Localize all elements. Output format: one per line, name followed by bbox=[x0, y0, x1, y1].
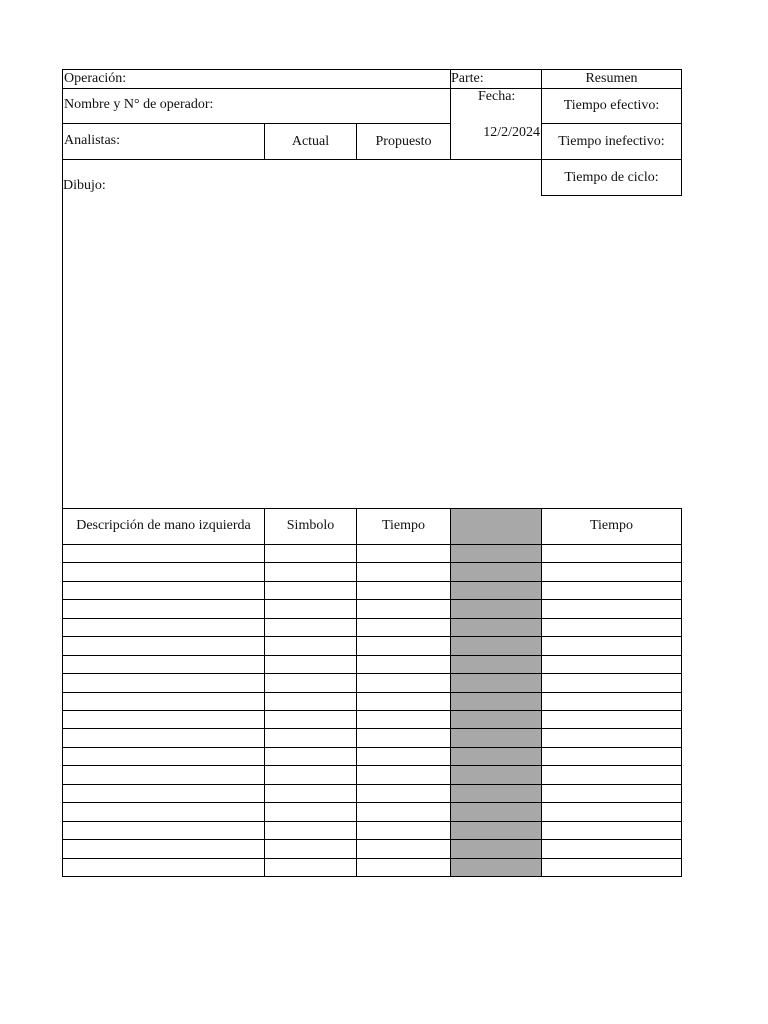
dibujo-area[interactable] bbox=[63, 160, 541, 508]
nombre-operador-label: Nombre y N° de operador: bbox=[64, 97, 214, 112]
operacion-label: Operación: bbox=[64, 71, 127, 86]
tiempo-efectivo-cell bbox=[541, 88, 682, 124]
operacion-cell[interactable] bbox=[62, 69, 451, 89]
col-header-descripcion bbox=[63, 509, 264, 544]
table-row[interactable] bbox=[62, 618, 682, 636]
tiempo-ciclo-label: Tiempo de ciclo: bbox=[564, 170, 659, 185]
table-row[interactable] bbox=[62, 581, 682, 599]
table-row[interactable] bbox=[62, 562, 682, 581]
col-header-tiempo-right bbox=[542, 509, 681, 544]
nombre-operador-cell[interactable] bbox=[62, 88, 451, 124]
table-row[interactable] bbox=[62, 821, 682, 839]
propuesto-cell[interactable] bbox=[356, 123, 451, 160]
table-row[interactable] bbox=[62, 544, 682, 562]
table-row[interactable] bbox=[62, 655, 682, 673]
table-row[interactable] bbox=[62, 692, 682, 710]
fecha-value: 12/2/2024 bbox=[483, 125, 540, 140]
table-top-line bbox=[62, 508, 682, 509]
table-row[interactable] bbox=[62, 599, 682, 618]
parte-label: Parte: bbox=[451, 71, 484, 86]
resumen-cell bbox=[541, 69, 682, 89]
table-row[interactable] bbox=[62, 673, 682, 692]
actual-cell[interactable] bbox=[264, 123, 357, 160]
table-row[interactable] bbox=[62, 802, 682, 821]
propuesto-label: Propuesto bbox=[375, 134, 432, 149]
table-row[interactable] bbox=[62, 728, 682, 747]
col-header-tiempo-right-label: Tiempo bbox=[589, 518, 634, 533]
table-row[interactable] bbox=[62, 636, 682, 655]
fecha-label: Fecha: bbox=[478, 89, 516, 104]
actual-label: Actual bbox=[291, 134, 330, 149]
analistas-cell[interactable] bbox=[62, 123, 265, 160]
table-row[interactable] bbox=[62, 858, 682, 876]
resumen-label: Resumen bbox=[585, 71, 638, 86]
col-header-tiempo bbox=[357, 509, 450, 544]
table-row[interactable] bbox=[62, 765, 682, 784]
col-header-descripcion-label: Descripción de mano izquierda bbox=[76, 518, 251, 533]
dibujo-label: Dibujo: bbox=[63, 178, 106, 193]
table-row[interactable] bbox=[62, 747, 682, 765]
table-row[interactable] bbox=[62, 710, 682, 728]
fecha-cell[interactable] bbox=[450, 88, 542, 160]
tiempo-inefectivo-label: Tiempo inefectivo: bbox=[558, 134, 665, 149]
analistas-label: Analistas: bbox=[64, 133, 120, 148]
tiempo-inefectivo-cell bbox=[541, 123, 682, 160]
parte-cell[interactable] bbox=[450, 69, 542, 89]
col-header-simbolo bbox=[265, 509, 356, 544]
table-row[interactable] bbox=[62, 784, 682, 802]
table-row[interactable] bbox=[62, 839, 682, 858]
col-header-simbolo-label: Simbolo bbox=[286, 518, 335, 533]
tiempo-efectivo-label: Tiempo efectivo: bbox=[563, 98, 660, 113]
table-row-line bbox=[62, 876, 682, 877]
tiempo-ciclo-cell bbox=[541, 159, 682, 196]
col-header-tiempo-label: Tiempo bbox=[381, 518, 426, 533]
